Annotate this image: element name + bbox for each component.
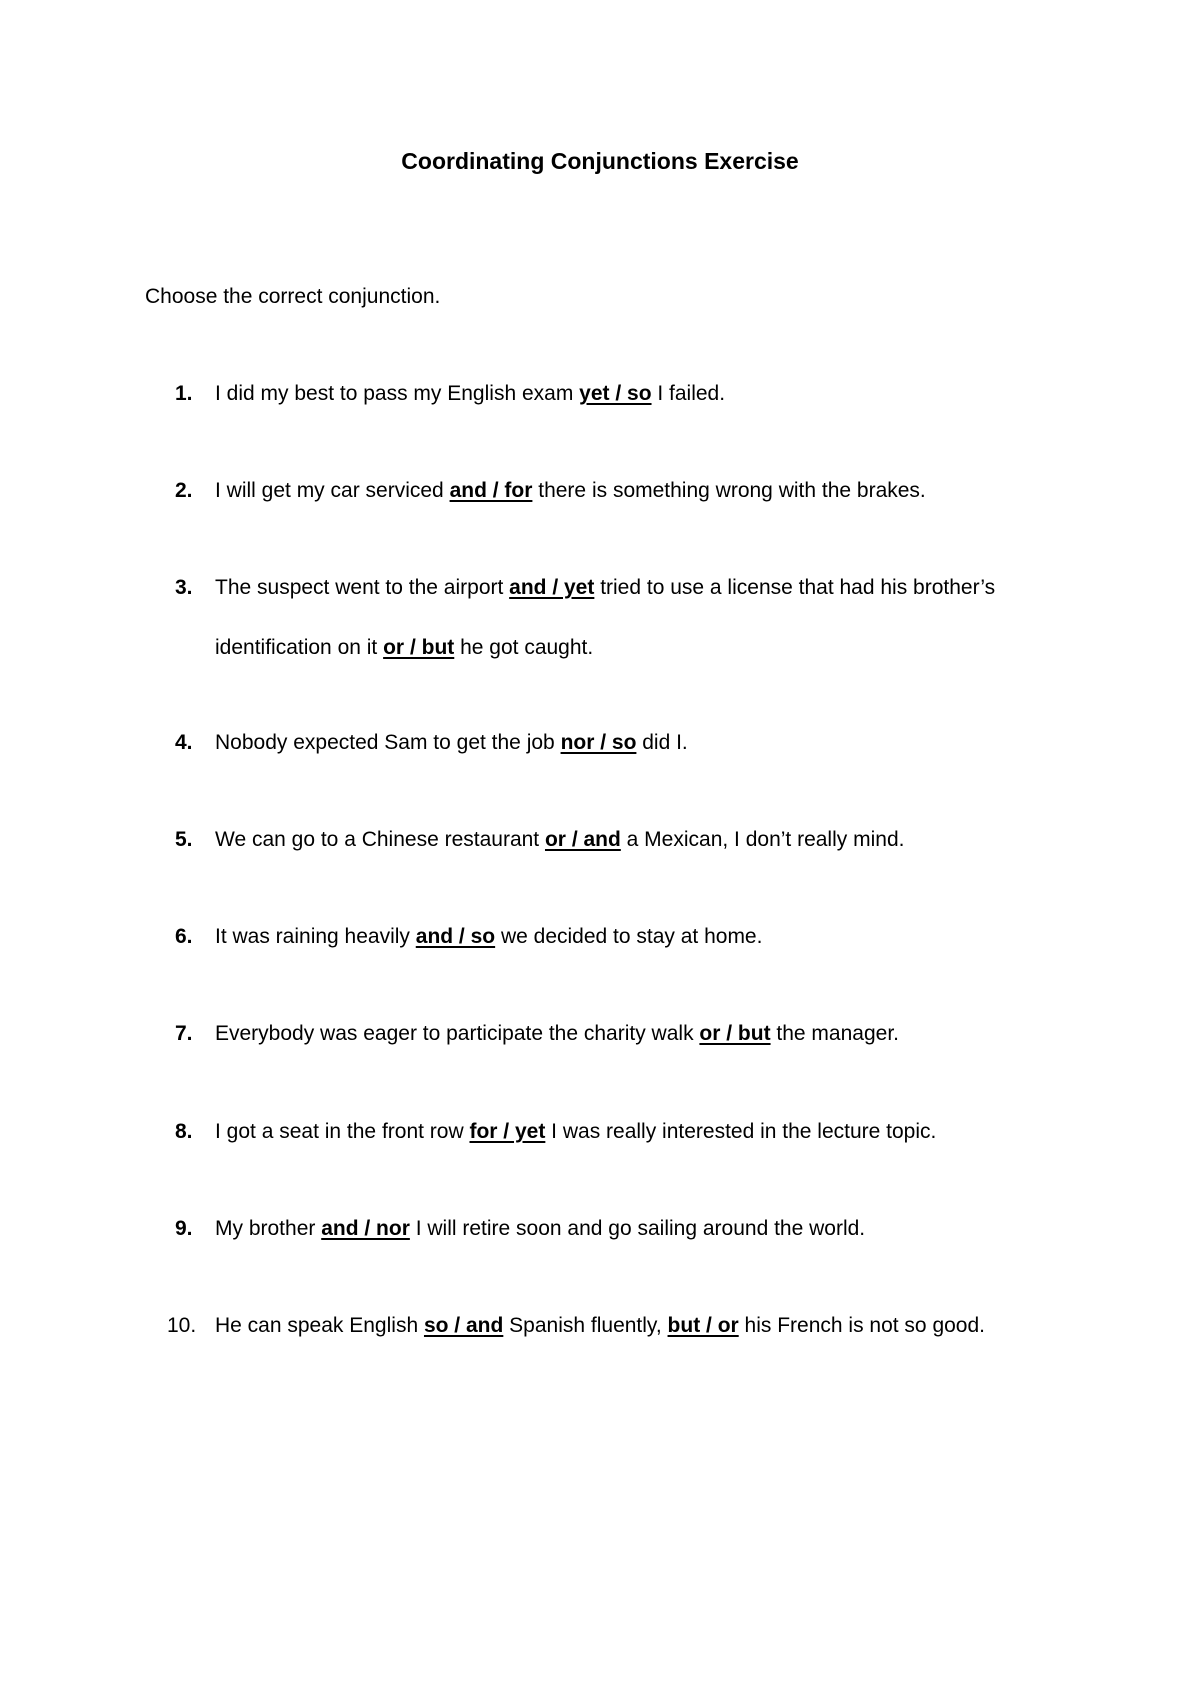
question-9	[175, 1199, 1075, 1259]
question-number: 4.	[175, 731, 193, 754]
conjunction-choice: and / yet	[509, 576, 595, 599]
question-text: Everybody was eager to participate the charity walk	[215, 1022, 700, 1045]
question-text: identification on it	[215, 636, 384, 659]
question-text: It was raining heavily	[215, 925, 416, 948]
conjunction-choice: or / but	[383, 636, 455, 659]
question-text: I was really interested in the lecture topic.	[545, 1120, 937, 1143]
question-5	[175, 810, 1075, 870]
question-7	[175, 1004, 1075, 1064]
question-text: I will retire soon and go sailing around the world.	[409, 1217, 866, 1240]
conjunction-choice: and / for	[449, 479, 533, 502]
question-text: I got a seat in the front row	[215, 1120, 470, 1143]
conjunction-choice: and / so	[415, 925, 496, 948]
question-3	[175, 558, 1075, 678]
question-6	[175, 907, 1075, 967]
question-10	[167, 1296, 1075, 1356]
question-2	[175, 461, 1075, 521]
conjunction-choice: nor / so	[560, 731, 637, 754]
question-number: 5.	[175, 828, 193, 851]
question-number: 1.	[175, 382, 193, 405]
conjunction-choice: so / and	[423, 1314, 504, 1337]
question-8	[175, 1102, 1075, 1162]
conjunction-choice: for / yet	[469, 1120, 546, 1143]
instruction-text: Choose the correct conjunction.	[145, 285, 441, 308]
question-text: He can speak English	[215, 1314, 424, 1337]
conjunction-choice: and / nor	[321, 1217, 410, 1240]
question-text: there is something wrong with the brakes.	[532, 479, 926, 502]
question-text: We can go to a Chinese restaurant	[215, 828, 545, 851]
question-number: 6.	[175, 925, 193, 948]
question-number: 2.	[175, 479, 193, 502]
question-4	[175, 713, 1075, 773]
question-text: My brother	[215, 1217, 322, 1240]
question-text: did I.	[636, 731, 688, 754]
question-1	[175, 364, 1075, 424]
question-number: 10.	[167, 1314, 197, 1337]
question-text: I did my best to pass my English exam	[215, 382, 580, 405]
question-text: I will get my car serviced	[215, 479, 450, 502]
page-title: Coordinating Conjunctions Exercise	[401, 148, 799, 174]
conjunction-choice: or / but	[699, 1022, 771, 1045]
question-text: a Mexican, I don’t really mind.	[620, 828, 905, 851]
question-text: he got caught.	[454, 636, 594, 659]
question-text: The suspect went to the airport	[215, 576, 510, 599]
question-number: 9.	[175, 1217, 193, 1240]
question-text: Spanish fluently,	[503, 1314, 668, 1337]
conjunction-choice: but / or	[667, 1314, 739, 1337]
question-text: tried to use a license that had his brother’s	[594, 576, 996, 599]
question-number: 3.	[175, 576, 193, 599]
question-text: I failed.	[651, 382, 726, 405]
question-text: Nobody expected Sam to get the job	[215, 731, 561, 754]
question-text: the manager.	[770, 1022, 899, 1045]
question-text: we decided to stay at home.	[495, 925, 763, 948]
conjunction-choice: or / and	[544, 828, 621, 851]
question-number: 7.	[175, 1022, 193, 1045]
question-text: his French is not so good.	[738, 1314, 986, 1337]
conjunction-choice: yet / so	[579, 382, 652, 405]
question-continuation	[175, 618, 1075, 678]
question-number: 8.	[175, 1120, 193, 1143]
